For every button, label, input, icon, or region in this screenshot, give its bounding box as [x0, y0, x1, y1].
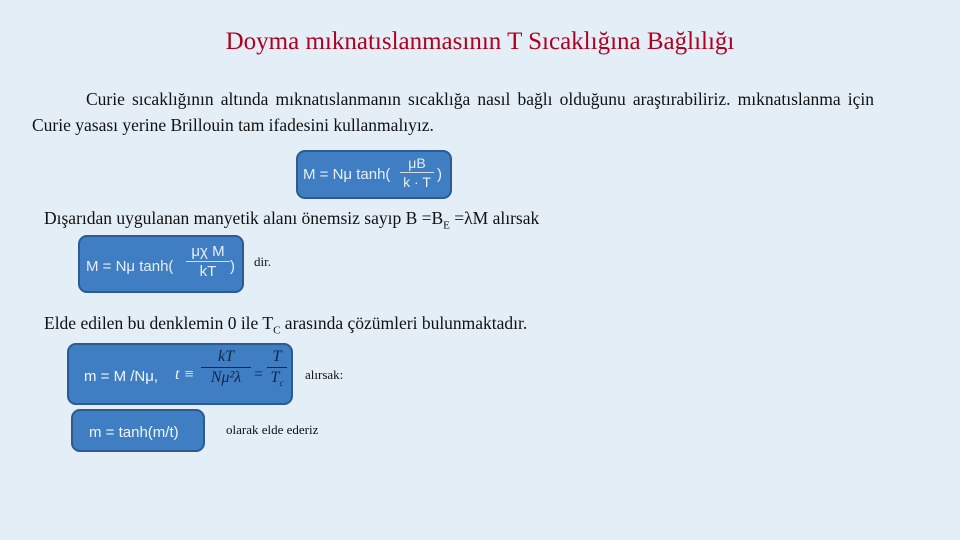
- equation-3-fraction-1-numerator: kT: [218, 348, 234, 365]
- equation-2-denominator: kT: [199, 263, 217, 281]
- field-sentence: [44, 208, 539, 232]
- equation-3-suffix: alırsak:: [305, 367, 344, 382]
- solution-sentence-rest: arasında çözümleri bulunmaktadır.: [280, 313, 528, 333]
- equation-1-denominator: k · T: [403, 174, 431, 191]
- equation-3-fraction-2-numerator: T: [272, 348, 282, 365]
- solution-sentence-subscript: C: [273, 324, 281, 337]
- equation-4-text: m = tanh(m/t): [89, 424, 179, 441]
- field-sentence-text: Dışarıdan uygulanan manyetik alanı önemsiz sayıp B =B: [44, 208, 444, 228]
- equation-2-suffix: dir.: [254, 254, 271, 269]
- equation-3-box: [67, 343, 293, 405]
- equation-3-fraction-2-denominator: T: [270, 369, 280, 387]
- field-sentence-rest: =λM alırsak: [449, 208, 540, 228]
- equation-3-t-definition: t ≡: [175, 366, 195, 383]
- field-sentence-subscript: E: [443, 219, 450, 232]
- page-title: Doyma mıknatıslanmasının T Sıcaklığına Bağlılığı: [225, 28, 735, 55]
- intro-line-2: mıknatıslanma için Curie yasası yerine Brillouin tam ifadesini kullanmalıyız.: [32, 89, 874, 135]
- equation-3-lhs: m = M /Nμ,: [84, 368, 159, 385]
- equation-1-numerator: μB: [408, 155, 426, 171]
- intro-paragraph: [32, 86, 874, 138]
- equation-2-close: ): [230, 258, 235, 275]
- equation-3-equals: =: [254, 366, 264, 383]
- equation-3-fraction-2: [267, 348, 287, 388]
- equation-1-box: [296, 150, 452, 199]
- equation-1-fraction: [400, 155, 434, 190]
- equation-3-fraction-1: [201, 348, 251, 387]
- equation-2-fraction: [186, 243, 230, 280]
- equation-1-lhs: M = Nμ tanh(: [303, 166, 391, 183]
- equation-2-numerator: μχ M: [191, 243, 225, 260]
- solution-sentence: [44, 313, 527, 337]
- intro-line-1: Curie sıcaklığının altında mıknatıslanmanın sıcaklığa nasıl bağlı olduğunu araştırabiliriz.: [86, 89, 731, 109]
- equation-4-box: [71, 409, 205, 452]
- equation-4-suffix: olarak elde ederiz: [226, 422, 319, 437]
- equation-2-lhs: M = Nμ tanh(: [86, 258, 174, 275]
- equation-3-fraction-1-denominator: Nμ²λ: [210, 369, 242, 387]
- solution-sentence-text: Elde edilen bu denklemin 0 ile T: [44, 313, 274, 333]
- equation-1-close: ): [437, 166, 442, 183]
- equation-3-fraction-2-denominator-subscript: c: [279, 378, 284, 389]
- equation-2-box: [78, 235, 244, 293]
